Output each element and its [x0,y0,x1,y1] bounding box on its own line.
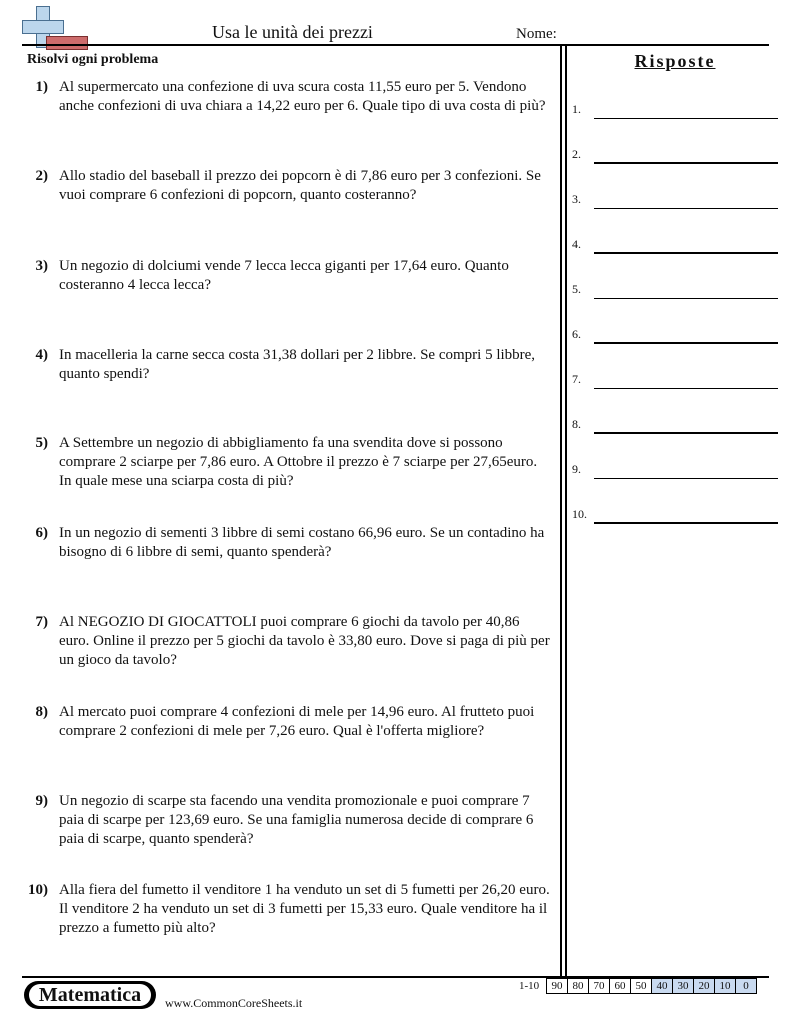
answer-line[interactable] [594,522,778,524]
score-range: 1-10 [519,980,540,992]
answer-row [572,504,778,524]
answer-line[interactable] [594,208,778,209]
answers-title: Risposte [634,51,716,71]
score-table [547,978,757,994]
problem-text: Al supermercato una confezione di uva scura costa 11,55 euro per 5. Vendono anche confezioni di uva chiara a 14,22 euro per 6. Quale tipo di uva costa di più? [59,79,546,114]
answer-label: 6. [572,327,581,341]
problem-text: A Settembre un negozio di abbigliamento fa una svendita dove si possono comprare 2 sciarpe per 7,86 euro. A Ottobre il prezzo è 7 sciarpe per 27,65euro. In quale mese una sciarpa costa di più? [59,435,538,489]
answer-row [572,234,778,254]
score-cell: 80 [567,978,589,994]
answer-label: 8. [572,417,581,431]
problem [24,703,552,741]
problem [24,346,552,384]
answer-label: 9. [572,462,581,476]
brand-label: Matematica [29,984,151,1006]
answer-line[interactable] [594,162,778,164]
column-divider [565,46,567,976]
problem-text: Un negozio di scarpe sta facendo una vendita promozionale e puoi comprare 7 paia di scarpe per 123,69 euro. Se una famiglia numerosa decide di comprare 6 paia di scarpe, quanto spenderà? [59,793,534,847]
answer-label: 1. [572,102,581,116]
answer-label: 2. [572,147,581,161]
answer-row [572,99,778,119]
answer-row [572,189,778,209]
answer-line[interactable] [594,432,778,434]
column-divider [560,46,562,976]
score-cell: 90 [546,978,568,994]
score-cell: 30 [672,978,694,994]
answer-row [572,414,778,434]
answer-row [572,459,778,479]
answer-row [572,144,778,164]
answer-label: 7. [572,372,581,386]
brand-badge [24,981,156,1009]
problem-number: 7) [35,614,48,630]
problem [24,434,552,491]
answer-line[interactable] [594,298,778,299]
score-cell: 20 [693,978,715,994]
score-cell: 0 [735,978,757,994]
answer-row [572,324,778,344]
answer-label: 10. [572,507,587,521]
problem [24,167,552,205]
problem-text: Al mercato puoi comprare 4 confezioni di mele per 14,96 euro. Al frutteto puoi comprare 2 confezioni di mele per 7,26 euro. Qual è l'offerta migliore? [59,704,535,739]
answer-line[interactable] [594,342,778,344]
score-cell: 70 [588,978,610,994]
problem [24,613,552,670]
answer-line[interactable] [594,478,778,479]
answer-line[interactable] [594,118,778,119]
problem-text: Al NEGOZIO DI GIOCATTOLI puoi comprare 6 giochi da tavolo per 40,86 euro. Online il prezzo per 5 giochi da tavolo è 33,80 euro. Dove si paga di più per un gioco da tavolo? [59,614,550,668]
problem-text: In macelleria la carne secca costa 31,38 dollari per 2 libbre. Se compri 5 libbre, quanto spendi? [59,347,536,382]
answer-label: 5. [572,282,581,296]
instructions: Risolvi ogni problema [27,52,159,67]
name-label: Nome: [516,26,557,42]
problem-number: 1) [35,79,48,95]
problem-number: 9) [35,793,48,809]
problem [24,792,552,849]
score-cell: 10 [714,978,736,994]
problem [24,78,552,116]
header-divider [22,44,769,46]
answer-row [572,369,778,389]
problem-text: In un negozio di sementi 3 libbre di semi costano 66,96 euro. Se un contadino ha bisogno di 6 libbre di semi, quanto spenderà? [59,525,545,560]
problem [24,881,552,938]
score-cell: 40 [651,978,673,994]
problem-number: 3) [35,258,48,274]
problem-number: 6) [35,525,48,541]
problem [24,524,552,562]
answer-row [572,279,778,299]
problem-text: Alla fiera del fumetto il venditore 1 ha venduto un set di 5 fumetti per 26,20 euro. Il venditore 2 ha venduto un set di 3 fumetti per 15,33 euro. Quale venditore ha il prezzo a fumetto più alto? [59,882,550,936]
website-link[interactable]: www.CommonCoreSheets.it [165,996,303,1010]
answer-line[interactable] [594,252,778,254]
problem-number: 10) [28,882,48,898]
answer-label: 4. [572,237,581,251]
problem-text: Un negozio di dolciumi vende 7 lecca lecca giganti per 17,64 euro. Quanto costeranno 4 lecca lecca? [59,258,509,293]
score-cell: 60 [609,978,631,994]
problem-number: 2) [35,168,48,184]
answer-line[interactable] [594,388,778,389]
problem-number: 8) [35,704,48,720]
problem [24,257,552,295]
answer-label: 3. [572,192,581,206]
problem-text: Allo stadio del baseball il prezzo dei popcorn è di 7,86 euro per 3 confezioni. Se vuoi comprare 6 confezioni di popcorn, quanto costeranno? [59,168,541,203]
page-title: Usa le unità dei prezzi [212,22,373,42]
problem-number: 5) [35,435,48,451]
problem-number: 4) [35,347,48,363]
score-cell: 50 [630,978,652,994]
plus-logo-icon [22,6,88,48]
